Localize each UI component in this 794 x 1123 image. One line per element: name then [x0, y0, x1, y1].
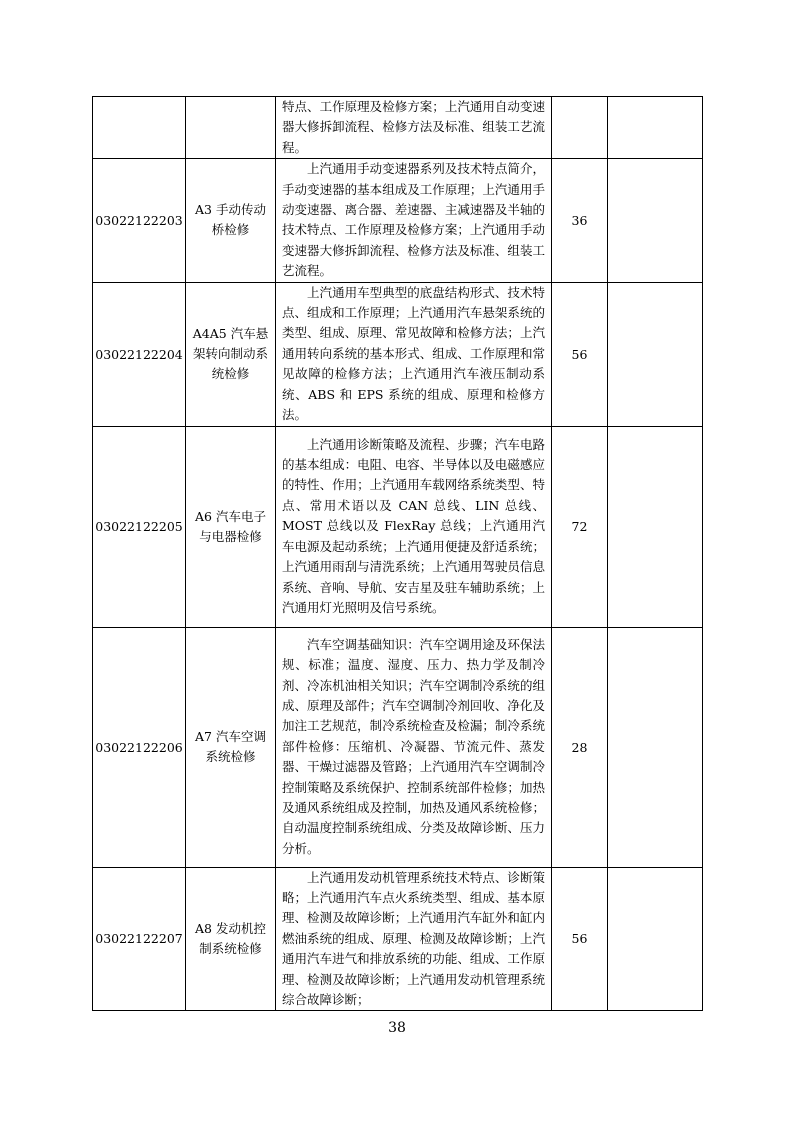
course-code-cell-text: 03022122204	[95, 346, 183, 362]
course-remark-cell	[608, 426, 703, 627]
course-table	[92, 96, 703, 1011]
course-content-cell-text: 特点、工作原理及检修方案；上汽通用自动变速器大修拆卸流程、检修方法及标准、组装工艺流程。	[282, 99, 545, 155]
course-name-cell-text: A8 发动机控制系统检修	[195, 920, 266, 956]
table-row	[93, 159, 703, 282]
course-hours-cell	[552, 627, 608, 867]
table-row	[93, 282, 703, 426]
course-remark-cell	[608, 627, 703, 867]
course-name-cell	[186, 282, 276, 426]
course-code-cell-text: 03022122203	[95, 212, 183, 228]
course-hours-cell	[552, 97, 608, 159]
course-content-cell	[276, 97, 552, 159]
course-content-cell-text: 上汽通用发动机管理系统技术特点、诊断策略；上汽通用汽车点火系统类型、组成、基本原理、检测及故障诊断；上汽通用汽车缸外和缸内燃油系统的组成、原理、检测及故障诊断；上汽通用汽车进气和排放系统的功能、组成、工作原理、检测及故障诊断；上汽通用发动机管理系统综合故障诊断；	[282, 869, 545, 1007]
course-code-cell	[93, 159, 186, 282]
course-content-cell-text: 汽车空调基础知识：汽车空调用途及环保法规、标准；温度、湿度、压力、热力学及制冷剂、冷冻机油相关知识；汽车空调制冷系统的组成、原理及部件；汽车空调制冷剂回收、净化及加注工艺规范，制冷系统检查及检漏；制冷系统部件检修：压缩机、冷凝器、节流元件、蒸发器、干燥过滤器及管路；上汽通用汽车空调制冷控制策略及系统保护、控制系统部件检修；加热及通风系统组成及控制，加热及通风系统检修；自动温度控制系统组成、分类及故障诊断、压力分析。	[282, 636, 545, 856]
course-content-cell-text: 上汽通用诊断策略及流程、步骤；汽车电路的基本组成：电阻、电容、半导体以及电磁感应的特性、作用；上汽通用车载网络系统类型、特点、常用术语以及 CAN 总线、LIN 总线、MOST 总线以及 FlexRay 总线；上汽通用汽车电源及起动系统；上汽通用便捷及舒适系统；上汽通用雨刮与清洗系统；上汽通用驾驶员信息系统、音响、导航、安吉星及驻车辅助系统；上汽通用灯光照明及信号系统。	[282, 436, 545, 615]
course-content-cell	[276, 426, 552, 627]
course-hours-cell	[552, 159, 608, 282]
course-name-cell-text: A4A5 汽车悬架转向制动系统检修	[192, 326, 269, 382]
course-hours-cell	[552, 282, 608, 426]
course-code-cell-text: 03022122205	[95, 519, 183, 534]
course-name-cell	[186, 867, 276, 1011]
course-hours-cell-text: 56	[571, 346, 588, 362]
course-hours-cell-text: 72	[571, 519, 588, 534]
course-name-cell-text: A3 手动传动桥检修	[195, 202, 266, 238]
course-name-cell	[186, 159, 276, 282]
course-code-cell	[93, 282, 186, 426]
table-row	[93, 426, 703, 627]
course-name-cell	[186, 627, 276, 867]
course-name-cell	[186, 426, 276, 627]
course-code-cell	[93, 867, 186, 1011]
course-code-cell	[93, 426, 186, 627]
course-content-cell	[276, 627, 552, 867]
course-content-cell-text: 上汽通用车型典型的底盘结构形式、技术特点、组成和工作原理；上汽通用汽车悬架系统的类型、组成、原理、常见故障和检修方法；上汽通用转向系统的基本形式、组成、工作原理和常见故障的检修方法；上汽通用汽车液压制动系统、ABS 和 EPS 系统的组成、原理和检修方法。	[282, 284, 545, 423]
course-content-cell	[276, 282, 552, 426]
course-name-cell-text: A6 汽车电子与电器检修	[195, 508, 266, 544]
course-code-cell	[93, 627, 186, 867]
course-name-cell	[186, 97, 276, 159]
course-hours-cell	[552, 867, 608, 1011]
course-code-cell-text: 03022122206	[95, 739, 183, 755]
course-remark-cell	[608, 867, 703, 1011]
course-hours-cell-text: 36	[571, 212, 588, 228]
table-row	[93, 627, 703, 867]
course-name-cell-text: A7 汽车空调系统检修	[195, 729, 266, 764]
course-code-cell	[93, 97, 186, 159]
course-content-cell	[276, 159, 552, 282]
course-code-cell-text: 03022122207	[95, 931, 183, 947]
course-hours-cell	[552, 426, 608, 627]
table-row	[93, 97, 703, 159]
course-content-cell	[276, 867, 552, 1011]
course-remark-cell	[608, 159, 703, 282]
course-hours-cell-text: 56	[571, 931, 588, 947]
course-remark-cell	[608, 282, 703, 426]
course-content-cell-text: 上汽通用手动变速器系列及技术特点简介，手动变速器的基本组成及工作原理；上汽通用手动变速器、离合器、差速器、主减速器及半轴的技术特点、工作原理及检修方案；上汽通用手动变速器大修拆卸流程、检修方法及标准、组装工艺流程。	[282, 161, 545, 279]
course-remark-cell	[608, 97, 703, 159]
course-hours-cell-text: 28	[571, 739, 588, 755]
table-body	[93, 97, 703, 1011]
page-number: 38	[388, 1020, 406, 1036]
table-row	[93, 867, 703, 1011]
